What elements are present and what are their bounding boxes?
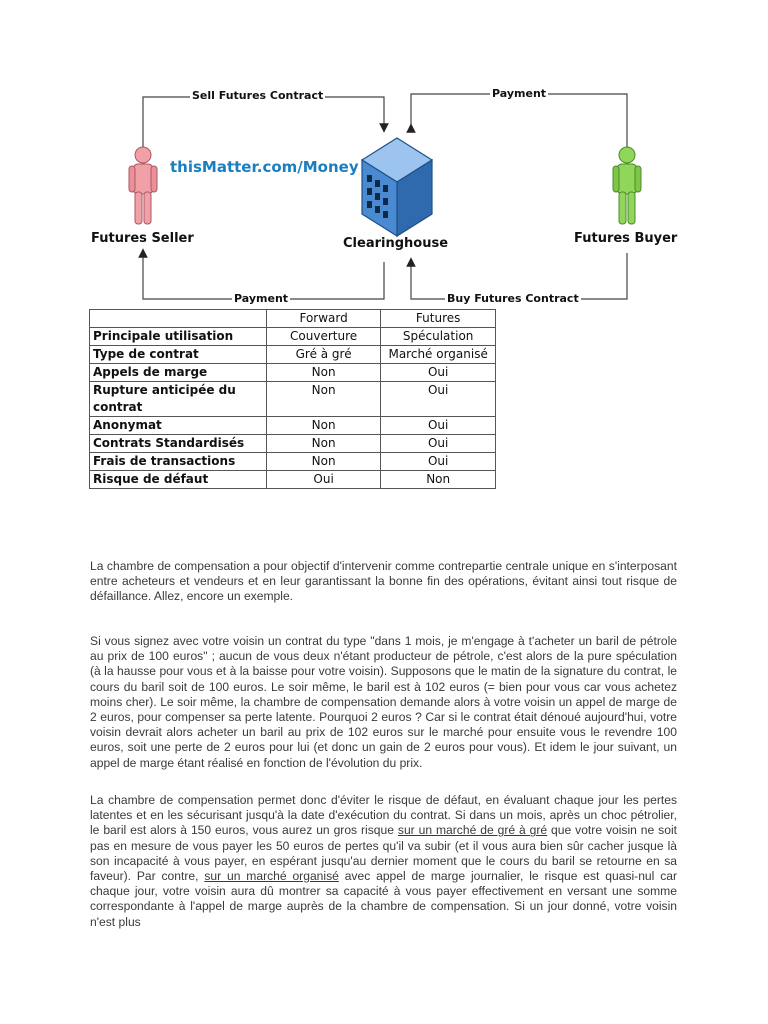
sell-contract-arrow bbox=[143, 97, 384, 147]
table-row bbox=[90, 435, 496, 453]
futures-cell: Oui bbox=[381, 435, 496, 453]
paragraph-text: avec appel de marge journalier, le risque est quasi-nul car chaque jour, votre voisin aura dû montrer sa capacité à vous payer effectivement en versant une somme correspondante à l'appel de marge auprès de la chambre de compensation. Si un jour donné, votre voisin n'est plus bbox=[90, 869, 677, 929]
table-row bbox=[90, 417, 496, 435]
diagram-graphic bbox=[0, 0, 768, 310]
buy-contract-label: Buy Futures Contract bbox=[447, 292, 579, 305]
row-label: Contrats Standardisés bbox=[90, 435, 267, 453]
forward-vs-futures-table bbox=[89, 309, 496, 489]
payment-bottom-label: Payment bbox=[234, 292, 289, 305]
payment-top-label: Payment bbox=[492, 87, 547, 100]
brand-watermark: thisMatter.com/Money bbox=[170, 158, 359, 176]
futures-clearinghouse-diagram bbox=[0, 0, 768, 310]
seller-label: Futures Seller bbox=[91, 231, 194, 246]
table-row bbox=[90, 346, 496, 364]
futures-cell: Marché organisé bbox=[381, 346, 496, 364]
buyer-person-icon bbox=[613, 147, 641, 224]
table-header-cell: Futures bbox=[381, 310, 496, 328]
row-label: Type de contrat bbox=[90, 346, 267, 364]
clearinghouse-label: Clearinghouse bbox=[343, 236, 449, 251]
row-label: Risque de défaut bbox=[90, 471, 267, 489]
payment-top-arrow bbox=[411, 94, 627, 147]
table-row bbox=[90, 471, 496, 489]
forward-cell: Non bbox=[266, 453, 380, 471]
forward-cell: Gré à gré bbox=[266, 346, 380, 364]
forward-cell: Couverture bbox=[266, 328, 380, 346]
futures-cell: Non bbox=[381, 471, 496, 489]
paragraph-default-risk bbox=[90, 793, 677, 930]
forward-cell: Non bbox=[266, 382, 380, 417]
paragraph-example: Si vous signez avec votre voisin un contrat du type "dans 1 mois, je m'engage à t'acheter un baril de pétrole au prix de 100 euros" ; aucun de vous deux n'étant producteur de pétrole, c'est alors de la pure spéculation (à la hausse pour vous et à la baisse pour votre voisin). Supposons que le matin de la signature du contrat, le cours du baril soit de 100 euros. Le soir même, le baril est à 102 euros (= bien pour vous car vous achetez moins cher). Le soir même, la chambre de compensation demande alors à votre voisin un appel de marge de 2 euros, pour compenser sa perte latente. Pourquoi 2 euros ? Car si le contrat était dénoué aujourd'hui, votre voisin devrait alors acheter un baril au prix de 102 euros sur le marché pour ensuite vous le revendre 100 euros, soit une perte de 2 euros pour lui (et donc un gain de 2 euros pour vous). Et idem le jour suivant, un appel de marge étant réalisé en fonction de l'évolution du prix. bbox=[90, 634, 677, 770]
row-label: Rupture anticipée du contrat bbox=[90, 382, 267, 417]
seller-person-icon bbox=[129, 147, 157, 224]
sell-contract-label: Sell Futures Contract bbox=[192, 89, 324, 102]
futures-cell: Oui bbox=[381, 417, 496, 435]
paragraph-intro: La chambre de compensation a pour objectif d'intervenir comme contrepartie centrale unique en s'interposant entre acheteurs et vendeurs et en leur garantissant la bonne fin des opérations, évitant ainsi tout risque de défaillance. Allez, encore un exemple. bbox=[90, 559, 677, 604]
row-label: Principale utilisation bbox=[90, 328, 267, 346]
forward-cell: Non bbox=[266, 417, 380, 435]
buyer-label: Futures Buyer bbox=[574, 231, 678, 246]
futures-cell: Spéculation bbox=[381, 328, 496, 346]
forward-cell: Non bbox=[266, 435, 380, 453]
row-label: Appels de marge bbox=[90, 364, 267, 382]
clearinghouse-building-icon bbox=[362, 138, 432, 236]
forward-cell: Non bbox=[266, 364, 380, 382]
paragraph-text: La chambre de compensation permet donc d'éviter le risque de défaut, en évaluant chaque jour les pertes latentes et en les sécurisant jusqu'à la date d'exécution du contrat. Si dans un mois, après un choc pétrolier, le baril est alors à 150 euros, vous aurez un gros risque bbox=[90, 793, 677, 838]
table-row bbox=[90, 382, 496, 417]
row-label: Anonymat bbox=[90, 417, 267, 435]
table-header-cell: Forward bbox=[266, 310, 380, 328]
table-header-row bbox=[90, 310, 496, 328]
table-row bbox=[90, 364, 496, 382]
table-row bbox=[90, 453, 496, 471]
otc-market-link[interactable]: sur un marché de gré à gré bbox=[397, 823, 548, 838]
futures-cell: Oui bbox=[381, 382, 496, 417]
table-row bbox=[90, 328, 496, 346]
row-label: Frais de transactions bbox=[90, 453, 267, 471]
organized-market-link[interactable]: sur un marché organisé bbox=[204, 869, 339, 884]
futures-cell: Oui bbox=[381, 364, 496, 382]
forward-cell: Oui bbox=[266, 471, 380, 489]
paragraph-text: que votre voisin ne soit pas en mesure de vous payer les 50 euros de pertes qu'il va subir (et il vous aura bien sûr cacher jusque là son incapacité à vous payer, en espérant jusqu'au dernier moment que le cours du baril se retourne en sa faveur). Par contre, bbox=[90, 823, 677, 884]
futures-cell: Oui bbox=[381, 453, 496, 471]
table-header-cell bbox=[90, 310, 267, 328]
